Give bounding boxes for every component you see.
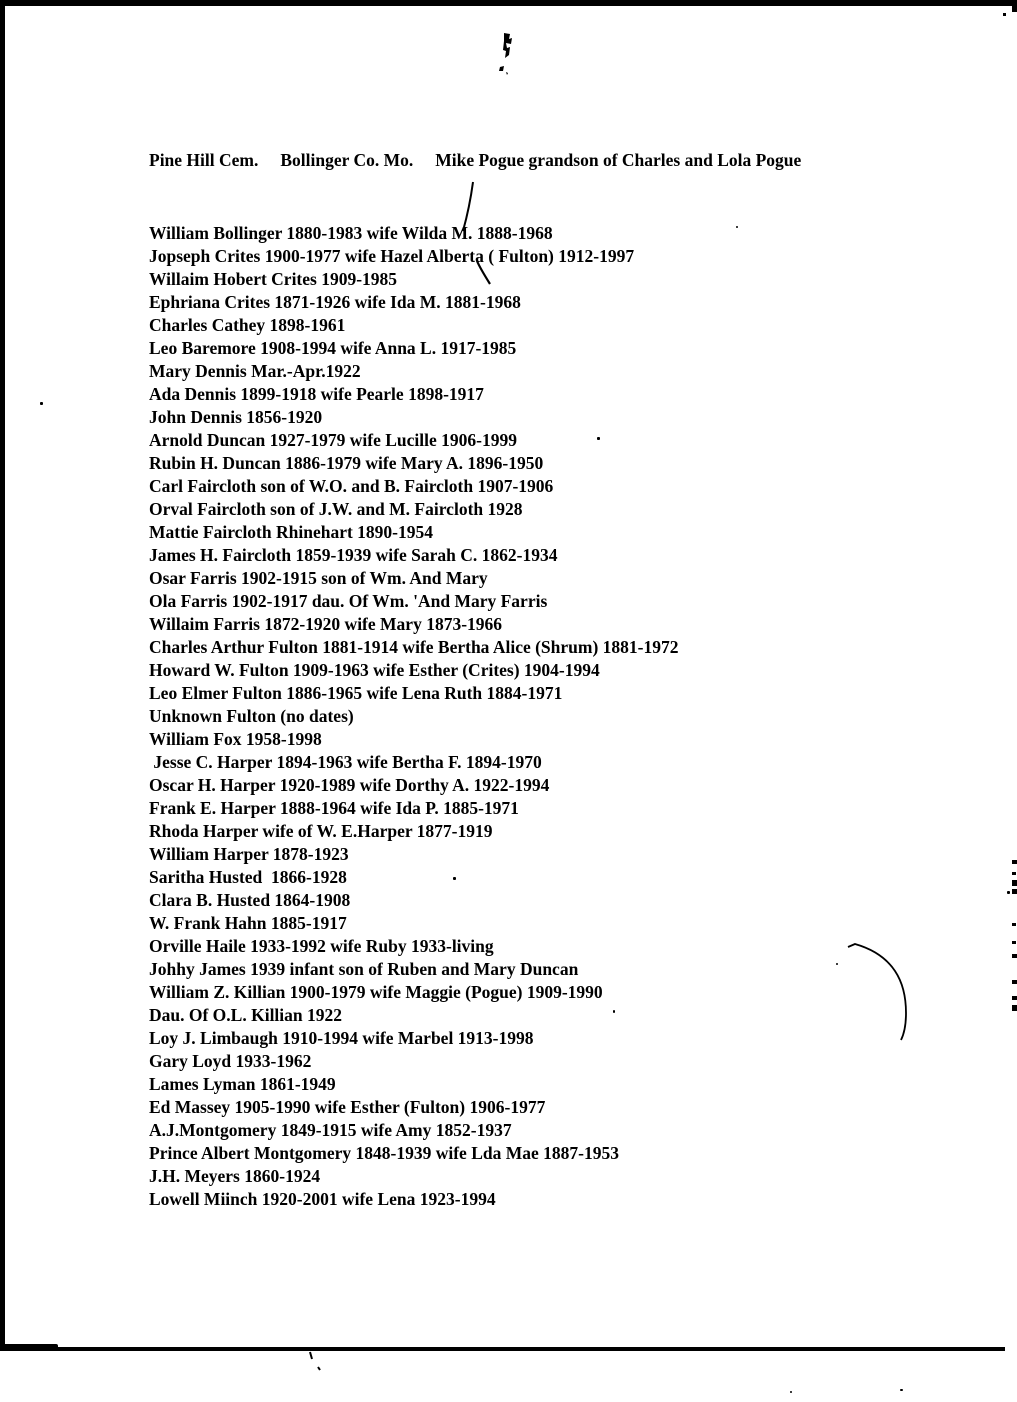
- grave-entry: William Fox 1958-1998: [149, 729, 322, 749]
- ink-speck: [836, 963, 838, 965]
- cemetery-name: Pine Hill Cem.: [149, 150, 259, 170]
- scan-artifact-tick: [1012, 860, 1017, 864]
- grave-entry: William Harper 1878-1923: [149, 844, 349, 864]
- scan-edge-left-bar: [0, 0, 5, 1350]
- grave-entry: Rhoda Harper wife of W. E.Harper 1877-1919: [149, 821, 493, 841]
- grave-entry: Clara B. Husted 1864-1908: [149, 890, 351, 910]
- scan-edge-top-bar: [0, 0, 1017, 6]
- grave-entry: Ed Massey 1905-1990 wife Esther (Fulton) 1906-1977: [149, 1097, 546, 1117]
- ink-smudge: [496, 31, 518, 79]
- grave-entry: Mattie Faircloth Rhinehart 1890-1954: [149, 522, 434, 542]
- grave-entry: William Z. Killian 1900-1979 wife Maggie (Pogue) 1909-1990: [149, 982, 603, 1002]
- grave-entry: Oscar H. Harper 1920-1989 wife Dorthy A. 1922-1994: [149, 775, 550, 795]
- grave-entry: William Bollinger 1880-1983 wife Wilda M. 1888-1968: [149, 223, 553, 243]
- grave-entry: Leo Elmer Fulton 1886-1965 wife Lena Ruth 1884-1971: [149, 683, 563, 703]
- ink-speck: [790, 1391, 792, 1393]
- pen-stroke-arc: [845, 938, 915, 1044]
- grave-entry: Charles Cathey 1898-1961: [149, 315, 346, 335]
- grave-entry: Arnold Duncan 1927-1979 wife Lucille 1906-1999: [149, 430, 517, 450]
- grave-entry: Gary Loyd 1933-1962: [149, 1051, 312, 1071]
- grave-entry: Rubin H. Duncan 1886-1979 wife Mary A. 1896-1950: [149, 453, 544, 473]
- cemetery-location: Bollinger Co. Mo.: [280, 150, 414, 170]
- grave-entry: Dau. Of O.L. Killian 1922: [149, 1005, 343, 1025]
- ink-speck: [736, 226, 738, 228]
- grave-list: [149, 222, 679, 1211]
- ink-speck: [900, 1389, 903, 1391]
- grave-entry: Lames Lyman 1861-1949: [149, 1074, 336, 1094]
- grave-entry: Willaim Hobert Crites 1909-1985: [149, 269, 398, 289]
- grave-entry: Jesse C. Harper 1894-1963 wife Bertha F. 1894-1970: [149, 752, 542, 772]
- grave-entry: Leo Baremore 1908-1994 wife Anna L. 1917-1985: [149, 338, 517, 358]
- grave-entry: Ephriana Crites 1871-1926 wife Ida M. 1881-1968: [149, 292, 521, 312]
- page-title: [149, 150, 801, 171]
- grave-entry: Osar Farris 1902-1915 son of Wm. And Mary: [149, 568, 488, 588]
- grave-entry: Ola Farris 1902-1917 dau. Of Wm. 'And Mary Farris: [149, 591, 548, 611]
- scan-artifact-tick: [1012, 996, 1017, 1000]
- grave-entry: Johhy James 1939 infant son of Ruben and Mary Duncan: [149, 959, 579, 979]
- grave-entry: Saritha Husted 1866-1928: [149, 867, 347, 887]
- scan-edge-top-right: [1012, 0, 1017, 12]
- scan-artifact-tick: [1012, 880, 1017, 886]
- scan-bottom-line-blob: [0, 1344, 58, 1349]
- grave-entry: Ada Dennis 1899-1918 wife Pearle 1898-1917: [149, 384, 484, 404]
- grave-entry: Charles Arthur Fulton 1881-1914 wife Bertha Alice (Shrum) 1881-1972: [149, 637, 679, 657]
- grave-entry: Unknown Fulton (no dates): [149, 706, 354, 726]
- grave-entry: Lowell Miinch 1920-2001 wife Lena 1923-1994: [149, 1189, 496, 1209]
- grave-entry: Frank E. Harper 1888-1964 wife Ida P. 1885-1971: [149, 798, 519, 818]
- grave-entry: W. Frank Hahn 1885-1917: [149, 913, 347, 933]
- scan-artifact-dot: [1003, 13, 1006, 16]
- ink-speck: [40, 402, 43, 405]
- scan-artifact-tick: [1012, 923, 1016, 926]
- source-note: Mike Pogue grandson of Charles and Lola Pogue: [435, 150, 802, 170]
- grave-entry: Howard W. Fulton 1909-1963 wife Esther (Crites) 1904-1994: [149, 660, 600, 680]
- grave-entry: John Dennis 1856-1920: [149, 407, 323, 427]
- ink-speck: [1007, 891, 1010, 894]
- scan-artifact-tick: [1012, 980, 1017, 984]
- scan-bottom-line: [0, 1347, 1005, 1351]
- grave-entry: A.J.Montgomery 1849-1915 wife Amy 1852-1937: [149, 1120, 512, 1140]
- scan-artifact-tick: [1012, 889, 1017, 894]
- grave-entry: J.H. Meyers 1860-1924: [149, 1166, 321, 1186]
- scan-artifact-tick: [1012, 872, 1016, 875]
- grave-entry: Carl Faircloth son of W.O. and B. Faircloth 1907-1906: [149, 476, 554, 496]
- scan-artifact-mark: [306, 1351, 324, 1373]
- grave-entry: Prince Albert Montgomery 1848-1939 wife Lda Mae 1887-1953: [149, 1143, 619, 1163]
- ink-speck: [613, 1010, 615, 1013]
- grave-entry: Orval Faircloth son of J.W. and M. Faircloth 1928: [149, 499, 523, 519]
- ink-speck: [597, 437, 600, 440]
- grave-entry: James H. Faircloth 1859-1939 wife Sarah C. 1862-1934: [149, 545, 558, 565]
- scan-artifact-tick: [1012, 954, 1017, 958]
- grave-entry: Orville Haile 1933-1992 wife Ruby 1933-living: [149, 936, 494, 956]
- scan-artifact-tick: [1012, 1005, 1017, 1011]
- scan-artifact-tick: [1012, 941, 1016, 944]
- ink-speck: [453, 877, 456, 880]
- grave-entry: Jopseph Crites 1900-1977 wife Hazel Alberta ( Fulton) 1912-1997: [149, 246, 635, 266]
- grave-entry: Willaim Farris 1872-1920 wife Mary 1873-1966: [149, 614, 503, 634]
- grave-entry: Mary Dennis Mar.-Apr.1922: [149, 361, 361, 381]
- grave-entry: Loy J. Limbaugh 1910-1994 wife Marbel 1913-1998: [149, 1028, 534, 1048]
